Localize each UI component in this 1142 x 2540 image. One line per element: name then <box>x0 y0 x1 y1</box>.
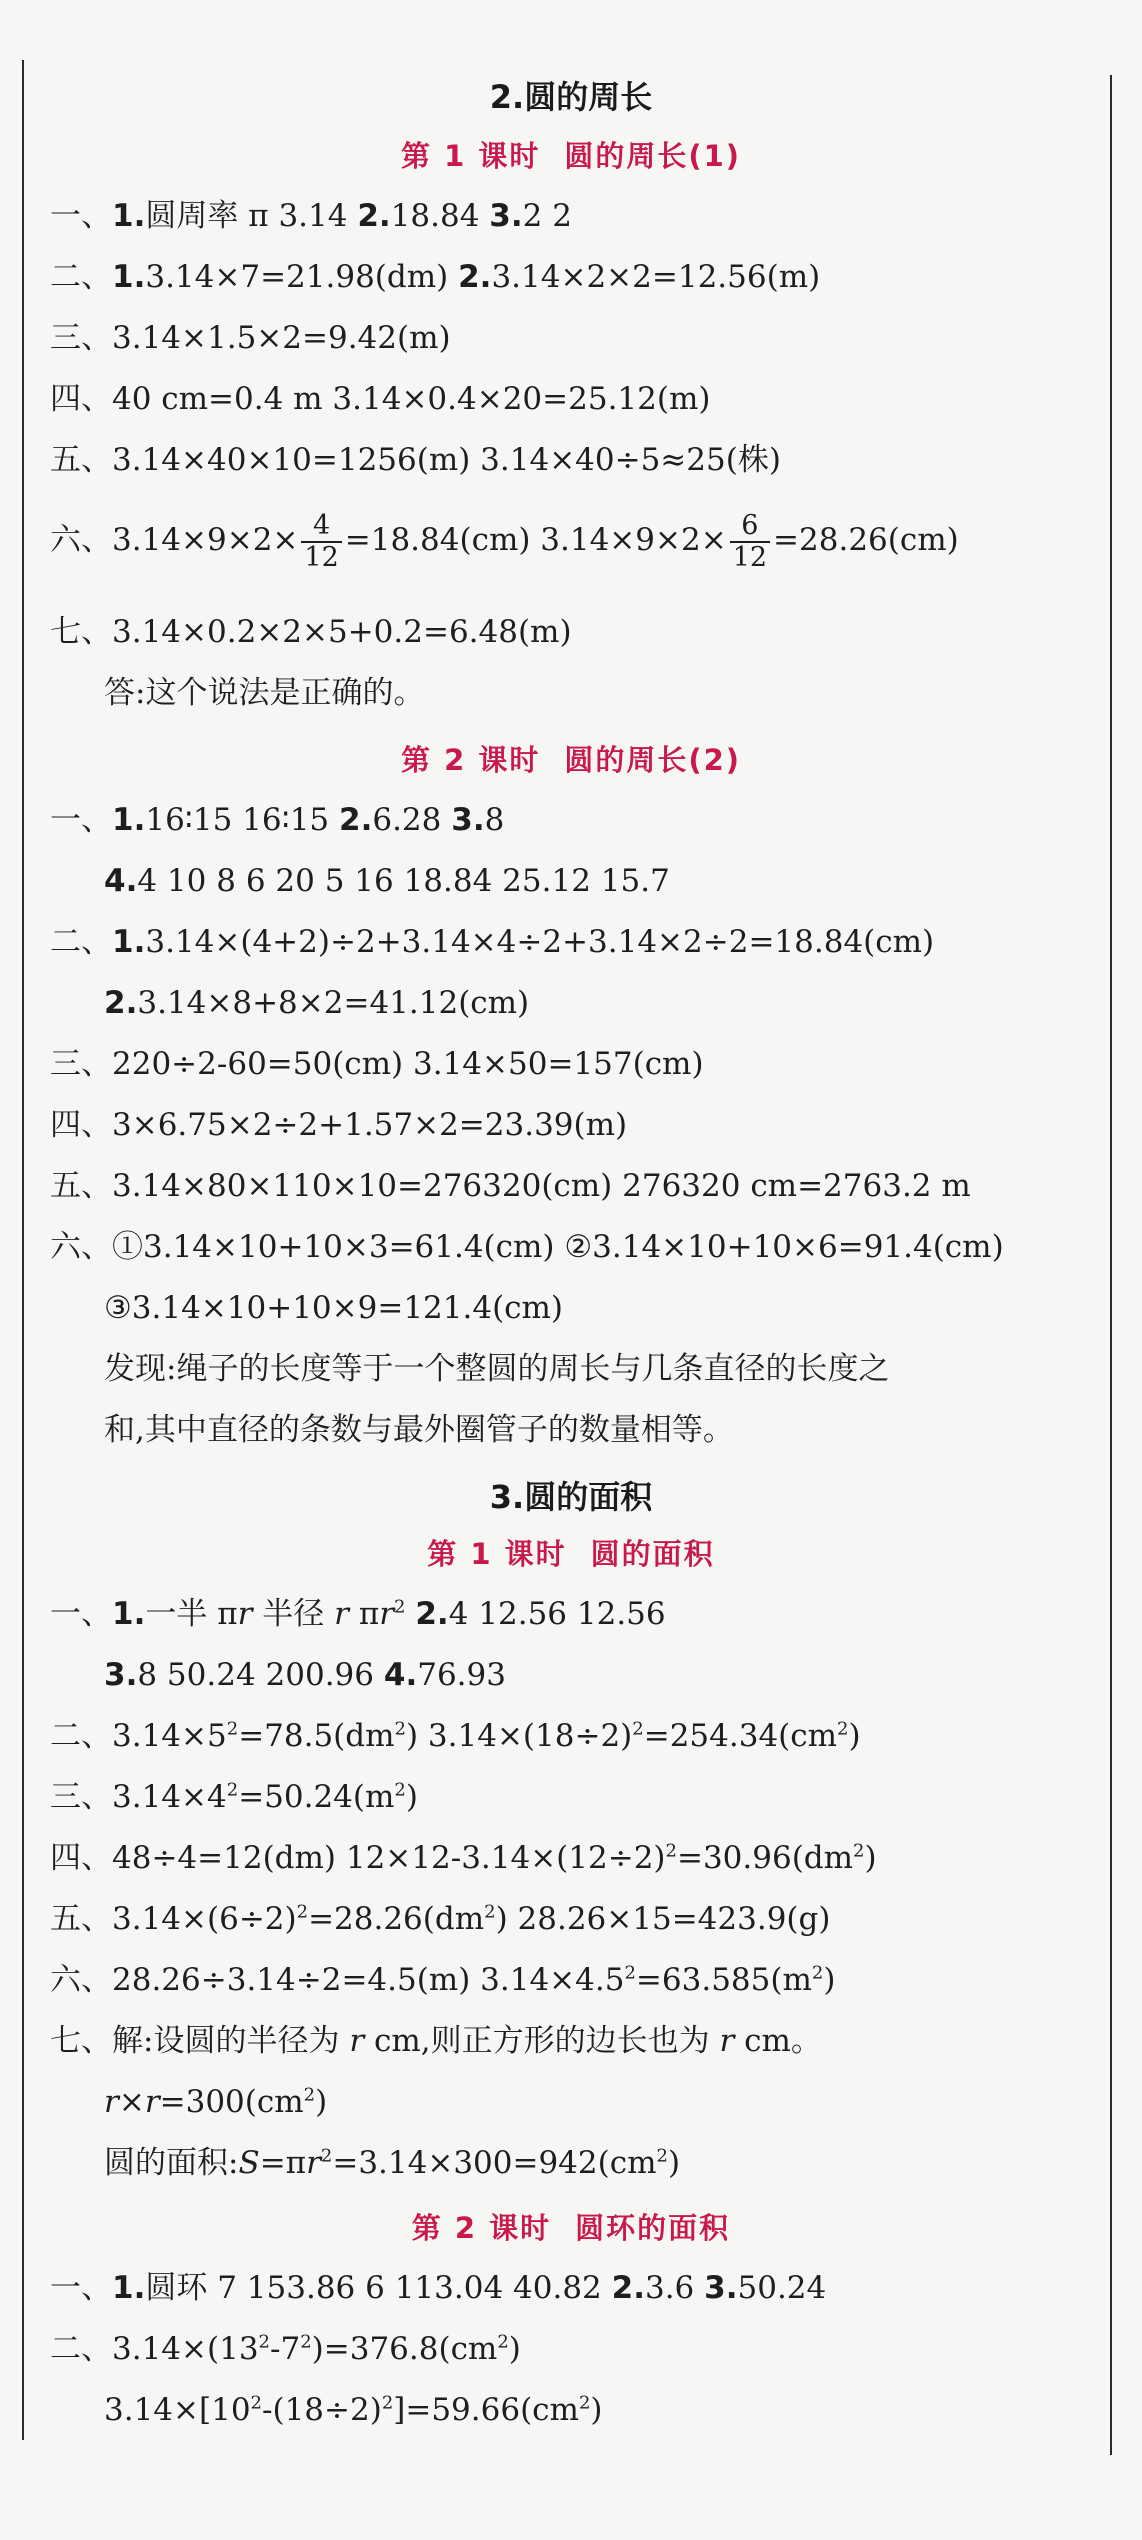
answer-line: 四、48÷4=12(dm) $12\times 12-3.14\times(12\div 2)^2=30.96(dm^2)$ <box>50 1840 877 1876</box>
answer-line: $3.14\times[10^2-(18\div 2)^2]=59.66(cm^2)$ <box>104 2392 603 2428</box>
section-title: 2.圆的周长 <box>489 78 653 116</box>
answer-line: 五、3.14×80×110×10=276320(cm) 276320 cm=2763.2 m <box>50 1168 971 1204</box>
answer-line: 七、3.14×0.2×2×5+0.2=6.48(m) <box>50 614 572 650</box>
answer-line: ③3.14×10+10×9=121.4(cm) <box>104 1290 564 1326</box>
answer-line: 圆的面积$:S=\pi r^2=3.14\times 300=942(cm^2)$ <box>104 2145 681 2181</box>
fraction: $\frac{6}{12}$ <box>730 511 770 573</box>
section-title: 3.圆的面积 <box>489 1478 653 1516</box>
left-margin-rule <box>22 60 24 2440</box>
answer-line: 五、$3.14\times(6\div 2)^2=28.26(dm^2)$ 28.26×15=423.9(g) <box>50 1901 831 1937</box>
answer-line: 2.3.14×8+8×2=41.12(cm) <box>104 985 530 1021</box>
answer-line: $r\times r=300(cm^2)$ <box>104 2084 328 2120</box>
lesson-heading: 第 2 课时 圆环的面积 <box>411 2211 731 2245</box>
answer-line: 三、3.14×1.5×2=9.42(m) <box>50 320 451 356</box>
answer-line: 二、$3.14\times 5^2=78.5(dm^2)$ $3.14\times(18\div 2)^2=254.34(cm^2)$ <box>50 1718 861 1754</box>
answer-line: 三、$3.14\times 4^2=50.24(m^2)$ <box>50 1779 418 1815</box>
answer-line: 一、1.一半 πr 半径 r $\pi r^2$ 2.4 12.56 12.56 <box>50 1596 666 1632</box>
answer-line: 六、28.26÷3.14÷2=4.5(m) $3.14\times 4.5^2=63.585(m^2)$ <box>50 1962 836 1998</box>
answer-line: 五、3.14×40×10=1256(m) 3.14×40÷5≈25(株) <box>50 442 781 478</box>
answer-line: 发现:绳子的长度等于一个整圆的周长与几条直径的长度之 <box>104 1351 890 1387</box>
answer-line: 二、1.3.14×(4+2)÷2+3.14×4÷2+3.14×2÷2=18.84(cm) <box>50 924 935 960</box>
lesson-heading: 第 2 课时 圆的周长(2) <box>400 743 742 777</box>
answer-line: 一、1.圆周率 π 3.14 2.18.84 3.2 2 <box>50 198 572 234</box>
answer-line: 和,其中直径的条数与最外圈管子的数量相等。 <box>104 1412 734 1448</box>
right-margin-rule <box>1110 75 1112 2455</box>
fraction: $\frac{4}{12}$ <box>301 511 341 573</box>
answer-line: 六、①3.14×10+10×3=61.4(cm) ②3.14×10+10×6=91.4(cm) <box>50 1229 1004 1265</box>
answer-line: 七、解:设圆的半径为 r cm,则正方形的边长也为 r cm。 <box>50 2023 822 2059</box>
answer-line: 三、220÷2-60=50(cm) 3.14×50=157(cm) <box>50 1046 704 1082</box>
answer-line: 四、40 cm=0.4 m 3.14×0.4×20=25.12(m) <box>50 381 711 417</box>
answer-line: 4.4 10 8 6 20 5 16 18.84 25.12 15.7 <box>104 863 670 899</box>
answer-line: 四、3×6.75×2÷2+1.57×2=23.39(m) <box>50 1107 628 1143</box>
answer-line: 3.8 50.24 200.96 4.76.93 <box>104 1657 506 1693</box>
answer-line: 二、1.3.14×7=21.98(dm) 2.3.14×2×2=12.56(m) <box>50 259 821 295</box>
lesson-heading: 第 1 课时 圆的周长(1) <box>400 139 742 173</box>
answer-line: 一、1.圆环 7 153.86 6 113.04 40.82 2.3.6 3.50.24 <box>50 2270 827 2306</box>
answer-line: 六、3.14×9×2× $\frac{4}{12}$ =18.84(cm) 3.14×9×2× $\frac{6}{12}$ =28.26(cm) <box>50 509 959 573</box>
answer-line: 二、$3.14\times(13^2-7^2)=376.8(cm^2)$ <box>50 2331 521 2367</box>
lesson-heading: 第 1 课时 圆的面积 <box>427 1537 715 1571</box>
answer-line: 答:这个说法是正确的。 <box>104 675 425 711</box>
answer-line: 一、1.16∶15 16∶15 2.6.28 3.8 <box>50 802 505 838</box>
